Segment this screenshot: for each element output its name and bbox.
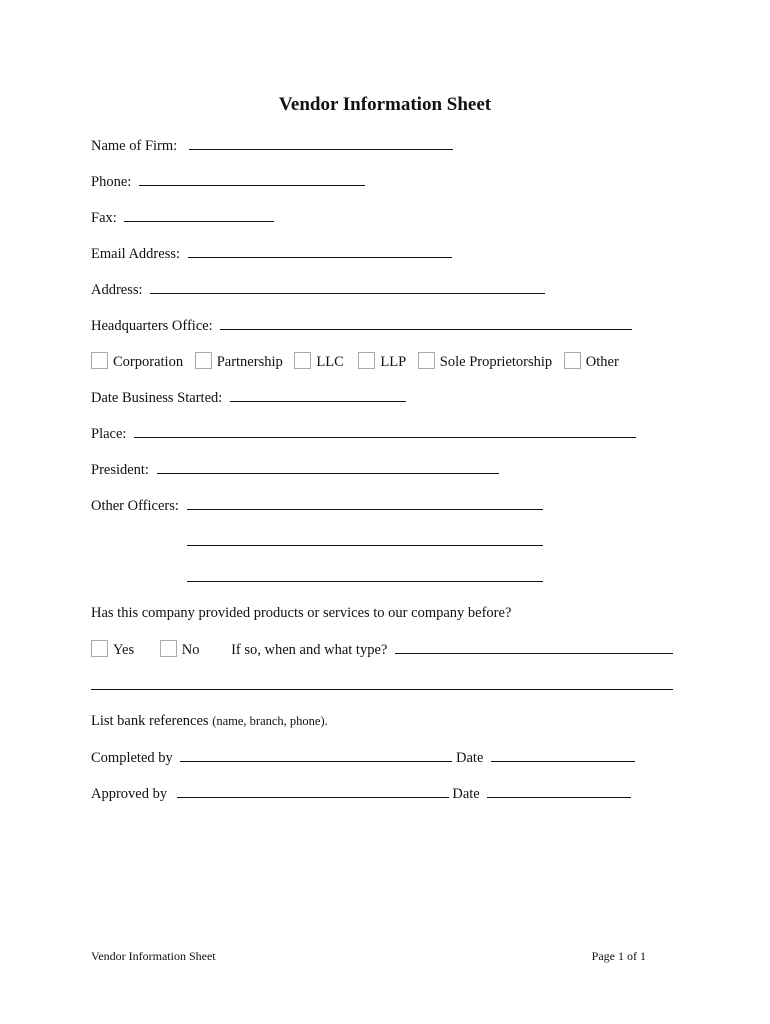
entity-llp[interactable] bbox=[358, 354, 406, 370]
approved-by-label: Approved by bbox=[91, 786, 168, 802]
bank-references-label: List bank references bbox=[91, 713, 209, 729]
president-field[interactable] bbox=[157, 460, 499, 474]
phone-label: Phone: bbox=[91, 174, 132, 190]
name-of-firm-field[interactable] bbox=[189, 136, 453, 150]
president-label: President: bbox=[91, 462, 149, 478]
no-label: No bbox=[181, 642, 200, 658]
sole-proprietorship-checkbox[interactable] bbox=[418, 352, 435, 369]
page-title: Vendor Information Sheet bbox=[278, 94, 492, 115]
llc-label: LLC bbox=[316, 354, 344, 370]
entity-other[interactable] bbox=[564, 354, 619, 370]
entity-partnership[interactable] bbox=[195, 354, 283, 370]
completed-by-field[interactable] bbox=[180, 748, 452, 762]
completed-by-label: Completed by bbox=[91, 750, 173, 766]
llp-label: LLP bbox=[380, 354, 407, 370]
approved-by-row bbox=[91, 784, 631, 803]
partnership-checkbox[interactable] bbox=[195, 352, 212, 369]
address-label: Address: bbox=[91, 282, 143, 298]
llc-checkbox[interactable] bbox=[294, 352, 311, 369]
name-of-firm-label: Name of Firm: bbox=[91, 138, 178, 154]
headquarters-row bbox=[91, 316, 632, 335]
corporation-label: Corporation bbox=[113, 354, 184, 370]
date-started-label: Date Business Started: bbox=[91, 390, 223, 406]
headquarters-field[interactable] bbox=[220, 316, 632, 330]
approved-date-field[interactable] bbox=[487, 784, 631, 798]
when-field-continued[interactable] bbox=[91, 676, 673, 690]
completed-date-label: Date bbox=[456, 750, 484, 766]
email-field[interactable] bbox=[188, 244, 452, 258]
address-field[interactable] bbox=[150, 280, 545, 294]
bank-references-row bbox=[91, 712, 328, 730]
footer-page-number: Page 1 of 1 bbox=[591, 949, 646, 963]
entity-corporation[interactable] bbox=[91, 354, 183, 370]
bank-references-hint: (name, branch, phone). bbox=[212, 714, 328, 728]
completed-date-field[interactable] bbox=[491, 748, 635, 762]
place-label: Place: bbox=[91, 426, 127, 442]
completed-by-row bbox=[91, 748, 635, 767]
entity-llc[interactable] bbox=[294, 354, 343, 370]
other-checkbox[interactable] bbox=[564, 352, 581, 369]
when-field[interactable] bbox=[395, 640, 673, 654]
headquarters-label: Headquarters Office: bbox=[91, 318, 213, 334]
other-officers-row bbox=[91, 496, 543, 515]
date-started-row bbox=[91, 388, 406, 407]
corporation-checkbox[interactable] bbox=[91, 352, 108, 369]
place-row bbox=[91, 424, 636, 443]
other-officers-field-2[interactable] bbox=[187, 532, 543, 546]
approved-date-label: Date bbox=[452, 786, 480, 802]
other-label: Other bbox=[585, 354, 619, 370]
entity-type-row bbox=[91, 352, 627, 371]
phone-field[interactable] bbox=[139, 172, 365, 186]
footer-document-title: Vendor Information Sheet bbox=[91, 949, 216, 963]
yes-option[interactable] bbox=[91, 642, 134, 658]
fax-row bbox=[91, 208, 274, 227]
no-checkbox[interactable] bbox=[160, 640, 177, 657]
phone-row bbox=[91, 172, 365, 191]
email-label: Email Address: bbox=[91, 246, 181, 262]
other-officers-field-3[interactable] bbox=[187, 568, 543, 582]
sole-proprietorship-label: Sole Proprietorship bbox=[439, 354, 553, 370]
llp-checkbox[interactable] bbox=[358, 352, 375, 369]
name-of-firm-row bbox=[91, 136, 453, 155]
fax-label: Fax: bbox=[91, 210, 117, 226]
president-row bbox=[91, 460, 499, 479]
prior-service-question: Has this company provided products or services to our company before? bbox=[91, 605, 512, 621]
other-officers-label: Other Officers: bbox=[91, 498, 179, 514]
place-field[interactable] bbox=[134, 424, 636, 438]
prior-service-row bbox=[91, 640, 673, 659]
date-started-field[interactable] bbox=[230, 388, 406, 402]
email-row bbox=[91, 244, 452, 263]
address-row bbox=[91, 280, 545, 299]
yes-label: Yes bbox=[113, 642, 135, 658]
approved-by-field[interactable] bbox=[177, 784, 449, 798]
no-option[interactable] bbox=[160, 642, 200, 658]
fax-field[interactable] bbox=[124, 208, 274, 222]
other-officers-field-1[interactable] bbox=[187, 496, 543, 510]
yes-checkbox[interactable] bbox=[91, 640, 108, 657]
entity-sole-proprietorship[interactable] bbox=[418, 354, 552, 370]
partnership-label: Partnership bbox=[216, 354, 283, 370]
when-label: If so, when and what type? bbox=[231, 642, 388, 658]
